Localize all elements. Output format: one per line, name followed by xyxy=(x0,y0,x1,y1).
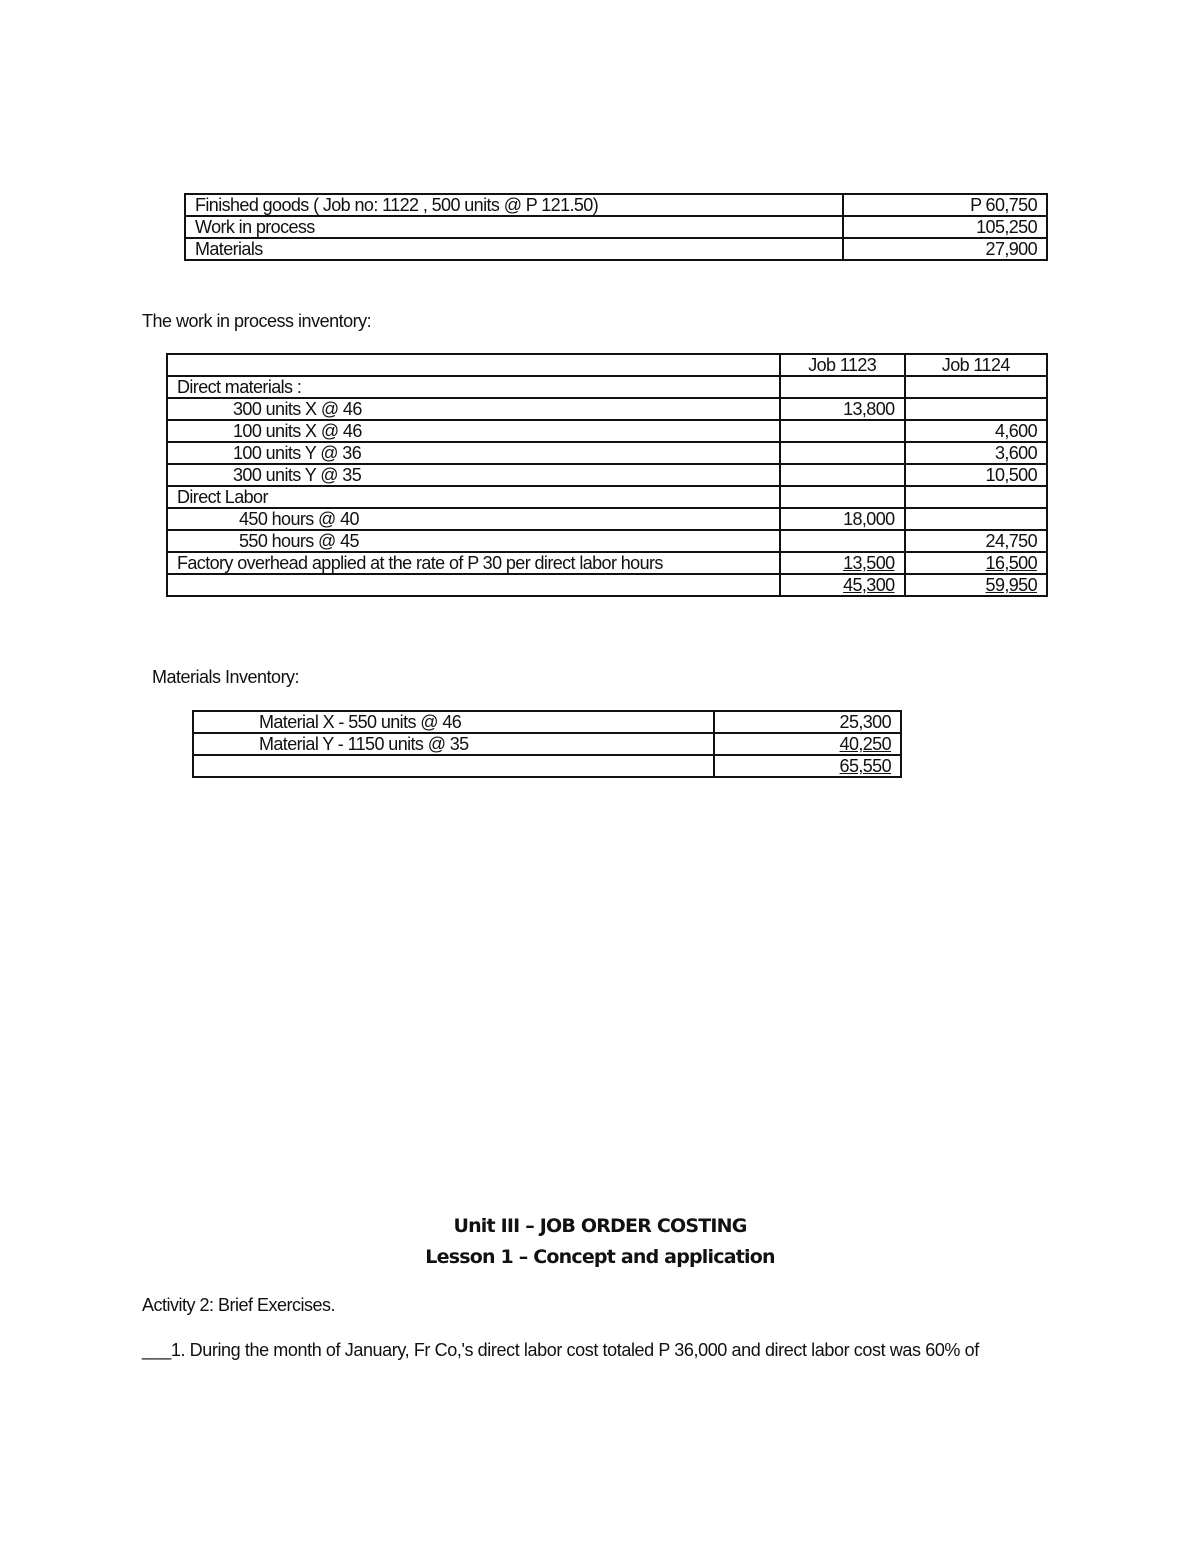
row-label: 100 units X @ 46 xyxy=(167,420,780,442)
table-row xyxy=(185,238,1047,260)
direct-labor-label: Direct Labor xyxy=(167,486,780,508)
materials-inventory-table xyxy=(192,710,902,778)
row-label: Work in process xyxy=(185,216,843,238)
unit-title: Unit III – JOB ORDER COSTING xyxy=(453,1215,747,1237)
column-header-job-1123: Job 1123 xyxy=(780,354,905,376)
job-1124-value: 24,750 xyxy=(905,530,1047,552)
table-row xyxy=(167,464,1047,486)
row-label: Materials xyxy=(185,238,843,260)
job-1124-value: 3,600 xyxy=(905,442,1047,464)
table-row xyxy=(167,420,1047,442)
job-1124-value xyxy=(905,398,1047,420)
row-amount: 105,250 xyxy=(843,216,1047,238)
row-label: 550 hours @ 45 xyxy=(167,530,780,552)
lesson-title: Lesson 1 – Concept and application xyxy=(425,1246,775,1268)
wip-section-title: The work in process inventory: xyxy=(142,311,372,331)
job-1123-value xyxy=(780,442,905,464)
table-row xyxy=(167,376,1047,398)
job-1124-value: 10,500 xyxy=(905,464,1047,486)
job-1123-value xyxy=(780,420,905,442)
job-1123-value: 13,800 xyxy=(780,398,905,420)
job-1124-value xyxy=(905,508,1047,530)
table-row xyxy=(167,552,1047,574)
row-label: Finished goods ( Job no: 1122 , 500 units @ P 121.50) xyxy=(185,194,843,216)
table-row xyxy=(167,442,1047,464)
job-1124-total: 59,950 xyxy=(985,575,1037,595)
table-header-row xyxy=(167,354,1047,376)
factory-overhead-label: Factory overhead applied at the rate of P 30 per direct labor hours xyxy=(167,552,780,574)
exercise-item-1: ___1. During the month of January, Fr Co,'s direct labor cost totaled P 36,000 and direct labor cost was 60% of xyxy=(142,1340,979,1360)
table-row xyxy=(167,486,1047,508)
inventory-summary-table xyxy=(184,193,1048,261)
row-label: 300 units X @ 46 xyxy=(167,398,780,420)
job-1123-total: 45,300 xyxy=(843,575,895,595)
job-1123-value xyxy=(780,464,905,486)
table-row xyxy=(193,711,901,733)
table-total-row xyxy=(193,755,901,777)
wip-inventory-table xyxy=(166,353,1048,597)
table-total-row xyxy=(167,574,1047,596)
row-amount: 40,250 xyxy=(839,734,891,754)
row-label: 100 units Y @ 36 xyxy=(167,442,780,464)
activity-title: Activity 2: Brief Exercises. xyxy=(142,1295,336,1315)
job-1123-value xyxy=(780,530,905,552)
row-amount: 27,900 xyxy=(843,238,1047,260)
job-1124-overhead: 16,500 xyxy=(985,553,1037,573)
row-label: 450 hours @ 40 xyxy=(167,508,780,530)
table-row xyxy=(167,398,1047,420)
table-row xyxy=(193,733,901,755)
row-amount: 25,300 xyxy=(714,711,901,733)
table-row xyxy=(167,508,1047,530)
column-header-job-1124: Job 1124 xyxy=(905,354,1047,376)
materials-section-title: Materials Inventory: xyxy=(152,667,300,687)
direct-materials-label: Direct materials : xyxy=(167,376,780,398)
table-row xyxy=(167,530,1047,552)
table-row xyxy=(185,194,1047,216)
job-1123-value: 18,000 xyxy=(780,508,905,530)
materials-total: 65,550 xyxy=(839,756,891,776)
table-row xyxy=(185,216,1047,238)
row-label: Material Y - 1150 units @ 35 xyxy=(193,733,714,755)
row-amount: P 60,750 xyxy=(843,194,1047,216)
job-1123-overhead: 13,500 xyxy=(843,553,895,573)
job-1124-value: 4,600 xyxy=(905,420,1047,442)
row-label: Material X - 550 units @ 46 xyxy=(193,711,714,733)
row-label: 300 units Y @ 35 xyxy=(167,464,780,486)
